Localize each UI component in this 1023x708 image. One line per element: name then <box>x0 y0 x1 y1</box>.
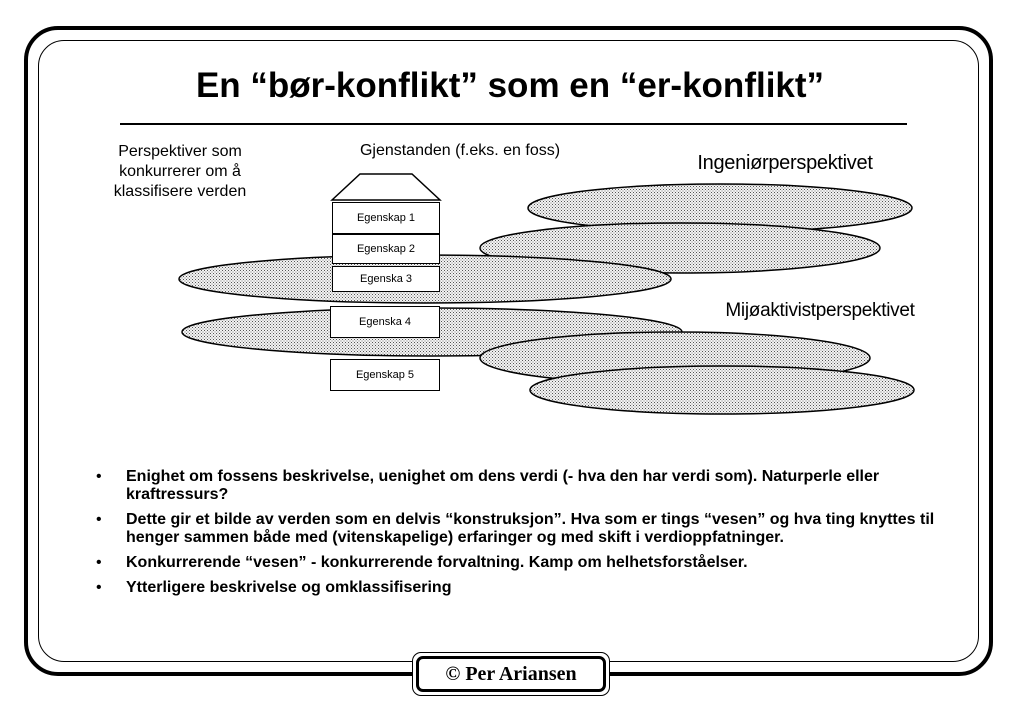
object-roof <box>332 174 440 200</box>
bullet-item <box>94 579 954 597</box>
property-box-4: Egenska 4 <box>330 306 440 338</box>
property-box-5: Egenskap 5 <box>330 359 440 391</box>
property-box-2: Egenskap 2 <box>332 234 440 264</box>
property-box-1: Egenskap 1 <box>332 202 440 234</box>
bullet-text: Konkurrerende “vesen” - konkurrerende forvaltning. Kamp om helhetsforståelser. <box>126 554 748 571</box>
bullet-item <box>94 554 954 572</box>
slide-title: En “bør-konflikt” som en “er-konflikt” <box>195 66 825 105</box>
object-label: Gjenstanden (f.eks. en foss) <box>359 142 561 159</box>
perspectives-label: Perspektiver som konkurrerer om å klassifisere verden <box>113 143 247 200</box>
bullet-item <box>94 511 954 547</box>
bullet-marker: • <box>96 468 102 485</box>
bullet-text: Dette gir et bilde av verden som en delvis “konstruksjon”. Hva som er tings “vesen” og hva ting knyttes til henger sammen både med (vitenskapelige) erfaringer og med skift i verdioppfatninger. <box>126 511 935 546</box>
footer-copyright: © Per Ariansen <box>416 656 606 692</box>
bullet-marker: • <box>96 579 102 596</box>
bullet-marker: • <box>96 554 102 571</box>
bullet-item <box>94 468 954 504</box>
bullet-marker: • <box>96 511 102 528</box>
bullet-text: Enighet om fossens beskrivelse, uenighet om dens verdi (- hva den har verdi som). Naturperle eller kraftressurs? <box>126 468 880 503</box>
property-box-3: Egenska 3 <box>332 266 440 292</box>
bullet-list <box>94 468 954 604</box>
activist-perspective-label: Mijøaktivistperspektivet <box>725 300 915 321</box>
bullet-text: Ytterligere beskrivelse og omklassifisering <box>126 579 452 596</box>
activist-cloud-bottom <box>530 366 914 414</box>
engineer-perspective-label: Ingeniørperspektivet <box>697 152 873 174</box>
